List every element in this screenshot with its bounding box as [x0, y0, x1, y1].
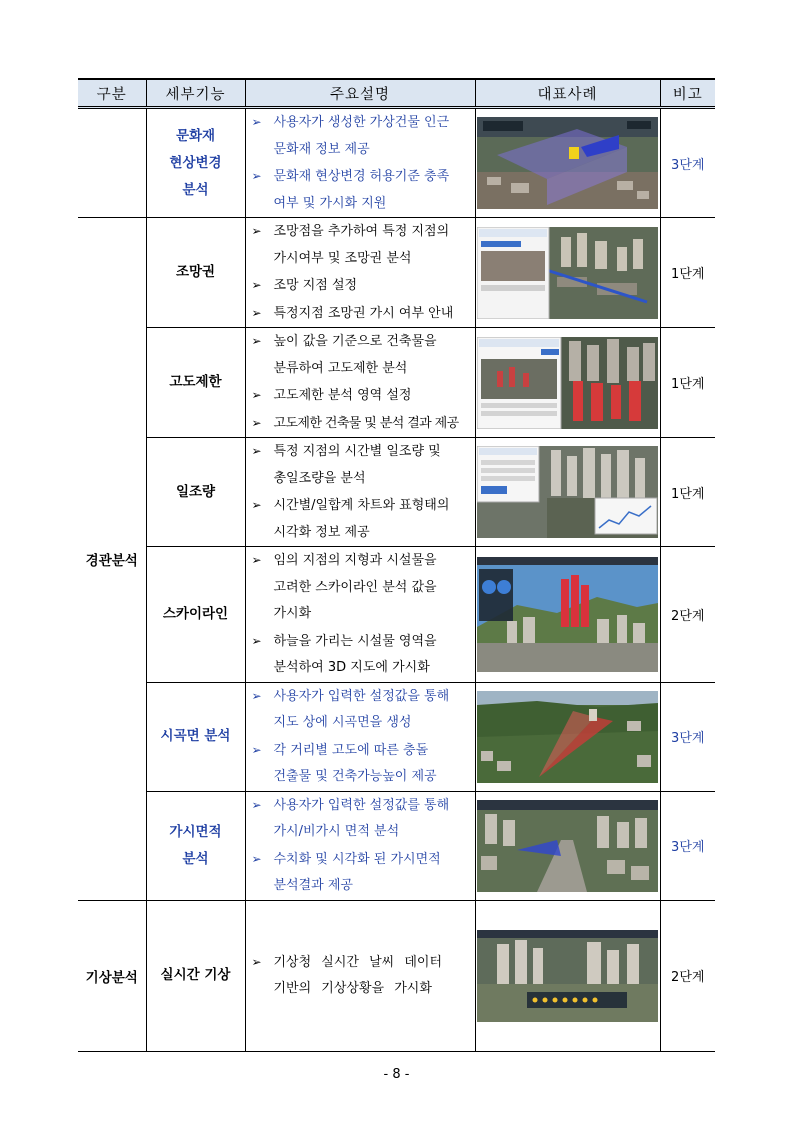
visible-area-analysis-image: [477, 800, 658, 892]
category-cell: [78, 108, 146, 218]
feature-line: 스카이라인: [162, 605, 229, 622]
note-cell: 2단계: [660, 900, 715, 1051]
table-row: [78, 547, 715, 683]
description-line: 높이 값을 기준으로 건축물을: [273, 334, 437, 349]
description-cell: [245, 682, 475, 791]
arrowhead-bullet-icon: ➢: [251, 688, 262, 703]
view-right-analysis-image: [477, 227, 658, 319]
table-row: [78, 218, 715, 328]
description-line: 사용자가 생성한 가상건물 인근: [273, 115, 450, 130]
description-line: 고도제한 분석 영역 설정: [273, 388, 412, 403]
description-line: 수치화 및 시각화 된 가시면적: [273, 851, 441, 867]
example-image-cell: [475, 218, 660, 328]
example-image-cell: [475, 900, 660, 1051]
feature-line: 현상변경: [169, 154, 222, 171]
header-feature: 세부기능: [146, 79, 245, 108]
arrowhead-bullet-icon: ➢: [251, 851, 262, 866]
table-header-row: [78, 79, 715, 108]
table-row: [78, 900, 715, 1051]
description-line: 총일조량을 분석: [273, 470, 366, 486]
category-cell: 기상분석: [78, 900, 146, 1051]
arrowhead-bullet-icon: ➢: [251, 498, 262, 512]
description-line: 고려한 스카이라인 분석 값을: [273, 579, 437, 595]
feature-line: 문화재: [175, 127, 216, 144]
description-line: 시각화 정보 제공: [273, 524, 370, 540]
table-row: [78, 328, 715, 438]
description-line: 조망 지점 설정: [273, 278, 358, 293]
description-line: 가시여부 및 조망권 분석: [273, 250, 412, 266]
description-line: 사용자가 입력한 설정값을 통해: [273, 688, 450, 704]
description-line: 건출물 및 건축가능높이 제공: [273, 769, 437, 784]
arrowhead-bullet-icon: ➢: [251, 553, 262, 567]
description-cell: [245, 438, 475, 547]
description-line: 하늘을 가리는 시설물 영역을: [273, 633, 437, 649]
arrowhead-bullet-icon: ➢: [251, 444, 262, 458]
description-cell: [245, 791, 475, 900]
description-line: 여부 및 가시화 지원: [273, 195, 387, 211]
arrowhead-bullet-icon: ➢: [251, 224, 262, 238]
description-line: 기상청 실시간 날씨 데이터: [273, 954, 443, 970]
description-line: 문화재 정보 제공: [273, 141, 370, 157]
description-line: 각 거리별 고도에 따른 충돌: [273, 742, 429, 758]
feature-line: 시곡면 분석: [160, 728, 231, 744]
category-cell: 경관분석: [78, 218, 146, 901]
visual-plane-analysis-image: [477, 691, 658, 783]
cultural-heritage-analysis-image: [477, 117, 658, 209]
description-cell: [245, 218, 475, 328]
arrowhead-bullet-icon: ➢: [251, 388, 262, 402]
feature-line: 조망권: [175, 264, 216, 280]
feature-line: 일조량: [175, 483, 216, 500]
description-line: 가시화: [273, 606, 312, 621]
arrowhead-bullet-icon: ➢: [251, 797, 262, 812]
description-cell: [245, 547, 475, 683]
description-cell: [245, 328, 475, 438]
note-cell: 2단계: [660, 547, 715, 683]
feature-cell: [146, 108, 245, 218]
description-cell: [245, 108, 475, 218]
note-cell: 3단계: [660, 791, 715, 900]
table-row: [78, 791, 715, 900]
sunlight-analysis-image: [477, 446, 658, 538]
description-line: 분석하여 3D 지도에 가시화: [273, 660, 430, 675]
example-image-cell: [475, 438, 660, 547]
arrowhead-bullet-icon: ➢: [251, 169, 262, 183]
height-limit-analysis-image: [477, 337, 658, 429]
arrowhead-bullet-icon: ➢: [251, 633, 262, 648]
note-cell: 1단계: [660, 438, 715, 547]
note-cell: 1단계: [660, 218, 715, 328]
feature-line: 고도제한: [169, 374, 222, 390]
table-row: [78, 108, 715, 218]
description-cell: [245, 900, 475, 1051]
description-line: 기반의 기상상황을 가시화: [273, 981, 432, 996]
example-image-cell: [475, 108, 660, 218]
header-note: 비고: [660, 79, 715, 108]
feature-table: [78, 78, 715, 1052]
description-line: 고도제한 건축물 및 분석 결과 제공: [273, 415, 459, 431]
feature-line: 가시면적: [169, 823, 222, 840]
description-line: 특정 지점의 시간별 일조량 및: [273, 444, 441, 459]
description-line: 분석결과 제공: [273, 878, 353, 893]
arrowhead-bullet-icon: ➢: [251, 954, 262, 969]
example-image-cell: [475, 547, 660, 683]
feature-cell: [146, 218, 245, 328]
description-line: 시간별/일합계 차트와 표형태의: [273, 498, 450, 513]
header-description: 주요설명: [245, 79, 475, 108]
feature-cell: [146, 682, 245, 791]
feature-line: 분석: [182, 181, 209, 198]
arrowhead-bullet-icon: ➢: [251, 415, 262, 430]
note-cell: 1단계: [660, 328, 715, 438]
realtime-weather-image: [477, 930, 658, 1022]
feature-cell: [146, 547, 245, 683]
feature-cell: [146, 438, 245, 547]
header-example: 대표사례: [475, 79, 660, 108]
description-line: 조망점을 추가하여 특정 지점의: [273, 224, 450, 239]
example-image-cell: [475, 328, 660, 438]
header-category: 구분: [78, 79, 146, 108]
arrowhead-bullet-icon: ➢: [251, 278, 262, 292]
skyline-analysis-image: [477, 557, 658, 672]
example-image-cell: [475, 791, 660, 900]
page-number: - 8 -: [383, 1067, 410, 1082]
table-row: [78, 682, 715, 791]
feature-cell: [146, 328, 245, 438]
arrowhead-bullet-icon: ➢: [251, 305, 262, 320]
feature-cell: [146, 900, 245, 1051]
example-image-cell: [475, 682, 660, 791]
description-line: 임의 지점의 지형과 시설물을: [273, 553, 437, 568]
arrowhead-bullet-icon: ➢: [251, 115, 262, 129]
arrowhead-bullet-icon: ➢: [251, 742, 262, 757]
description-line: 가시/비가시 면적 분석: [273, 824, 400, 839]
note-cell: 3단계: [660, 108, 715, 218]
feature-cell: [146, 791, 245, 900]
note-cell: 3단계: [660, 682, 715, 791]
description-line: 지도 상에 시곡면을 생성: [273, 715, 412, 730]
feature-line: 분석: [182, 850, 209, 867]
description-line: 문화재 현상변경 허용기준 충족: [273, 169, 450, 184]
table-row: [78, 438, 715, 547]
description-line: 분류하여 고도제한 분석: [273, 360, 408, 376]
feature-line: 실시간 기상: [160, 967, 231, 983]
description-line: 사용자가 입력한 설정값를 통해: [273, 797, 450, 813]
description-line: 특정지점 조망권 가시 여부 안내: [273, 305, 454, 321]
arrowhead-bullet-icon: ➢: [251, 334, 262, 348]
